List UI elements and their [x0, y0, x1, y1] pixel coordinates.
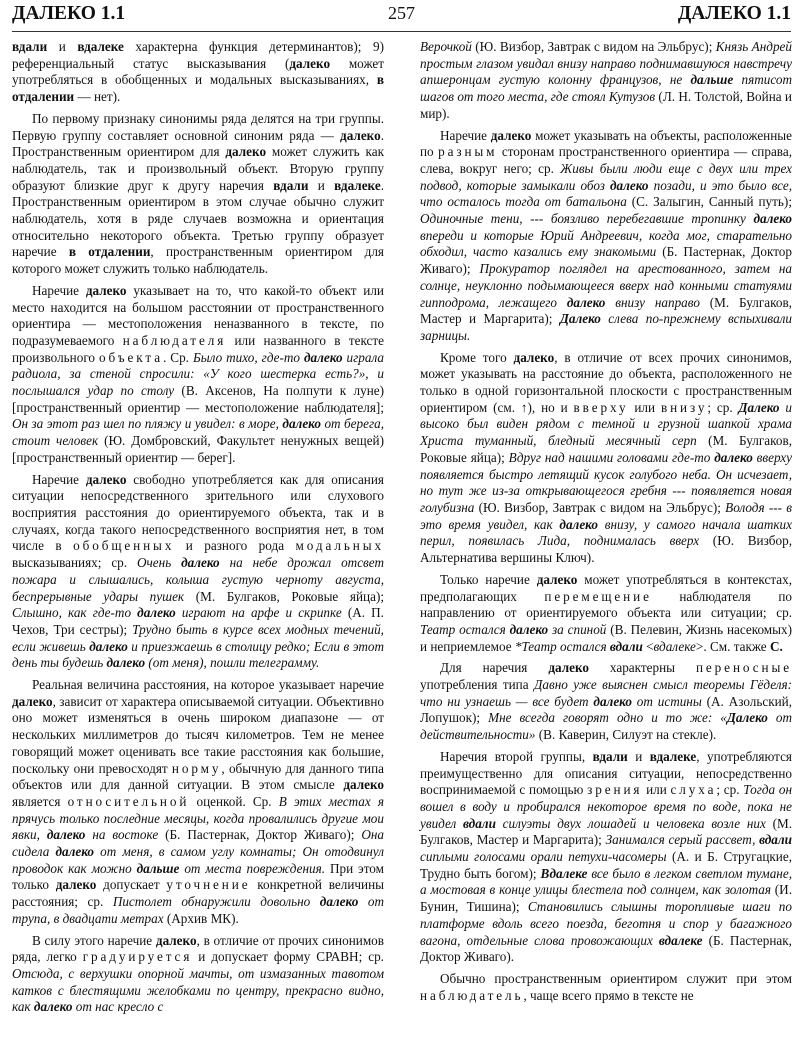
emphasis-run: далеко [714, 449, 753, 465]
text-run: допускает [96, 877, 167, 893]
page-number: 257 [388, 3, 415, 23]
text-run: Кроме того [440, 349, 514, 365]
emphasis-run: играют на арфе и скрипке [175, 605, 342, 621]
paragraph [12, 472, 384, 672]
text-run: и [47, 39, 78, 54]
emphasis-run: Слышно, как где-то [12, 605, 138, 621]
text-run: указывает на то, что какой-то объект или место находится на большом расстоянии от пространственного ориентира — местоположения неназванного в тексте, по подразумеваемого [12, 282, 384, 348]
paragraph [12, 111, 384, 278]
text-run: . Пространственным ориентиром для [12, 127, 384, 160]
text-run: (В. Аксенов, На полпути к луне) [пространственный ориентир — местоположение наблюдателя]; [12, 383, 384, 415]
emphasis-run: В этих местах я прячусь только последние месяцы, когда провалились другие мои явки, [12, 793, 384, 843]
spaced-term: уточнение [166, 877, 251, 893]
emphasis-run: Пистолет обнаружили довольно [112, 894, 320, 910]
emphasis-run: Далеко [726, 710, 768, 726]
emphasis-run: от берега, стоит человек [12, 416, 385, 449]
text-run: (Б. Пастернак, Доктор Живаго). [420, 932, 792, 965]
emphasis-run: вдали [12, 39, 48, 54]
emphasis-run: (от меня), пошли телеграмму. [145, 655, 320, 671]
paragraph [420, 350, 792, 567]
emphasis-run: сиплыми голосами орали петухи-часомеры [420, 849, 667, 865]
text-run: (И. Бунин, Тишина); [420, 882, 792, 915]
emphasis-run: от меня, в самом углу комнаты; Он отодвинул проводок как можно [12, 844, 384, 876]
spaced-term: относительной [67, 793, 190, 809]
paragraph [12, 933, 384, 1017]
text-run: (М. Булгаков, Мастер и Маргарита); [420, 294, 792, 327]
text-run: высказываниях; ср. [12, 555, 137, 571]
emphasis-run: от истины [631, 693, 702, 709]
emphasis-run: Очень [136, 555, 182, 571]
emphasis-run: вдалеке [658, 932, 703, 948]
right-column [420, 39, 792, 1004]
text-run: Наречие [32, 282, 86, 298]
emphasis-run: далеко [155, 932, 197, 948]
emphasis-run: вдали [273, 177, 309, 193]
text-run: (Ю. Визбор, Альтернатива вершины Ключ). [420, 533, 793, 566]
text-run: В силу этого наречие [32, 932, 156, 948]
emphasis-run: Володя --- в это время увидел, как [420, 499, 792, 532]
text-run: , обычную для данного типа объектов или для данной ситуации. В этом смысле [12, 760, 384, 793]
emphasis-run: внизу, у самого начала шатких перил, появилась Лида, поднималась вверх [420, 516, 792, 549]
emphasis-run: Театр остался [420, 621, 510, 637]
spaced-term: объекта [98, 349, 163, 365]
emphasis-run: Тогда он вошел в воду и пробирался некоторое время по воде, пока не увидел [420, 782, 792, 831]
text-run: или [642, 782, 671, 798]
emphasis-run: за спиной [548, 621, 607, 637]
spaced-term: зрения [587, 782, 643, 798]
emphasis-run: С. [769, 638, 783, 654]
text-run: характерны [588, 660, 696, 676]
emphasis-run: Вдруг над нашими головами где-то [508, 449, 715, 465]
emphasis-run: Далеко [738, 399, 780, 415]
spaced-term: перемещение [544, 588, 652, 604]
text-run: . Ср. [162, 349, 193, 365]
emphasis-run: впереди и которые Юрий Андреевич, когда мог, старательно обходил, часто казались ему знакомыми [420, 227, 792, 260]
text-run: (М. Булгаков, Мастер и Маргарита); [420, 815, 792, 848]
text-run: Наречие [32, 471, 86, 487]
emphasis-run: вдали [592, 748, 628, 764]
emphasis-run: на небе дрожал отсвет пожара и слышались, колыша густую черноту августа, беспрерывные удары пушек [12, 555, 384, 604]
text-run: может употребляться в контекстах, предполагающих [420, 571, 792, 604]
text-run: При этом только [12, 860, 384, 893]
emphasis-run: вдалеке [653, 638, 696, 654]
emphasis-run: Он за этот раз шел по пляжу и увидел: в море, [12, 416, 283, 432]
text-run: (Ю. Домбровский, Факультет ненужных вещей) [пространственный ориентир — берег]. [12, 433, 385, 465]
text-run: (В. Пелевин, Жизнь насекомых) и неприемлемое [420, 621, 793, 654]
text-run: может служить как наблюдатель, так и произвольный объект. Вторую группу образуют близкие друг к другу наречия [12, 144, 384, 193]
header-left-title: ДАЛЕКО 1.1 [12, 3, 126, 24]
text-run: (Ю. Визбор, Завтрак с видом на Эльбрус); [474, 499, 726, 515]
emphasis-run: позади, и это было все, что осталось тогда от батальона [420, 177, 793, 210]
emphasis-run: Мне всегда говорят одно и то же: « [488, 710, 727, 726]
text-run: ; ср. [707, 399, 739, 415]
emphasis-run: вдалеке [649, 748, 697, 764]
emphasis-run: далеко [137, 605, 176, 621]
emphasis-run: далеко [593, 693, 632, 709]
paragraph [420, 971, 792, 1004]
text-run: сторонам пространственного ориентира — справа, слева, вокруг него; ср. [420, 144, 792, 176]
paragraph [420, 749, 792, 966]
text-run: свободно употребляется как для описания ситуации непосредственного зрительного или слухового восприятия расстояния до ориентируемого объекта, так и в случаях, когда такого непосредственного восприятия нет, в том числе в [12, 471, 384, 554]
text-run: >. См. также [695, 638, 770, 654]
emphasis-run: далеко [85, 471, 127, 487]
emphasis-run: далеко [106, 655, 146, 671]
text-run: (М. Булгаков, Роковые яйца); [184, 588, 385, 604]
text-run: или [628, 399, 661, 415]
spaced-term: наблюдатель [420, 987, 524, 1003]
emphasis-run: слева по-прежнему вспыхивали зарницы. [420, 311, 793, 343]
emphasis-run: Прокуратор поглядел на арестованного, затем на солнце, неуклонно подымающееся вверх над конными статуями гипподрома, лежащего [420, 261, 792, 310]
emphasis-run: далеко [282, 416, 321, 432]
emphasis-run: все было в легком светлом тумане, а мостовая в конце улицы блестела под солнцем, как золотая [420, 865, 792, 898]
emphasis-run: вдали [463, 815, 496, 831]
text-run: , чаще всего прямо в тексте не [523, 987, 694, 1003]
emphasis-run: далеко [33, 999, 73, 1015]
emphasis-run: Было тихо, где-то [192, 349, 305, 365]
emphasis-run: далеко [566, 294, 606, 310]
text-run: Только наречие [440, 571, 537, 587]
text-run: ; ср. [716, 782, 744, 798]
emphasis-run: вдали [759, 832, 793, 848]
emphasis-run: от действительности» [420, 710, 793, 743]
emphasis-run: далеко [181, 555, 220, 571]
emphasis-run: Она сидела [12, 827, 384, 860]
text-run: , в отличие от прочих синонимов ряда, легко [12, 932, 384, 965]
text-run: , зависит от характера описываемой ситуации. Объективно оно может изменяться в очень широком диапазоне — от нескольких миллиметров до тысяч километров. Тем не менее говорящий может оценивать все такие расстояния как большие, поскольку они превосходят [12, 693, 384, 776]
text-run: может употребляться в обобщенных и модальных высказываниях, [12, 55, 384, 88]
spaced-term: разным [438, 144, 498, 160]
emphasis-run: далеко [89, 638, 128, 654]
emphasis-run: далеко [304, 349, 343, 365]
text-run: Обычно пространственным ориентиром служит при этом [440, 970, 792, 986]
emphasis-run: далеко [559, 516, 598, 532]
spaced-term: слуха [670, 782, 717, 798]
emphasis-run: Отсюда, с верхушки опорной мачты, от измазанных тавотом катков с блестящими желобками по центру, прекрасно видно, как [12, 965, 384, 1015]
text-run: Наречия второй группы, [440, 748, 593, 764]
emphasis-run: на востоке [85, 827, 159, 843]
text-run: < [642, 638, 654, 654]
text-run: (С. Залыгин, Санный путь); [626, 194, 792, 210]
emphasis-run: пятисот шагов от того места, где стоял Кутузов [420, 72, 792, 105]
text-run: (А. и Б. Стругацкие, Трудно быть богом); [420, 849, 793, 881]
text-run: (А. Азольский, Лопушок); [420, 693, 793, 726]
text-run: Для наречия [440, 660, 549, 676]
spaced-term: переносные [695, 660, 792, 676]
paragraph [420, 572, 792, 656]
emphasis-run: Занимался серый рассвет, [605, 832, 760, 848]
emphasis-run: Трудно быть в курсе всех модных течений, если живешь [12, 621, 384, 654]
text-run: Наречие [440, 127, 491, 143]
text-run: и [308, 177, 335, 193]
paragraph [12, 283, 384, 467]
emphasis-run: далеко [46, 827, 86, 843]
left-column [12, 39, 384, 1016]
emphasis-run: в отдалении [12, 72, 384, 105]
emphasis-run: далеко [55, 877, 97, 893]
emphasis-run: Становились слышны торопливые шаги по платформе вдоль всего поезда, беготня и спор у багажного вагона, отдельные слова провожающих [420, 899, 792, 948]
text-run: (М. Булгаков, Роковые яйца); [420, 433, 792, 465]
emphasis-run: Живы были люди еще с двух или трех подвод, которые замыкали обоз [420, 160, 792, 193]
emphasis-run: *Театр остался [514, 638, 610, 654]
text-run: или названного в тексте произвольного [12, 332, 384, 365]
text-run: является [12, 793, 68, 809]
paragraph [420, 660, 792, 744]
text-run: , в отличие от всех прочих синонимов, может указывать на расстояние до объекта, расположенного не только в одной горизонтальной плоскости с пространственным ориентиром (см. ↑), но и [420, 349, 792, 415]
text-run: (А. П. Чехов, Три сестры); [12, 605, 384, 637]
header-right-title: ДАЛЕКО 1.1 [677, 3, 791, 24]
emphasis-run: Одиночные тени, --- боязливо перебегавшие тропинку [420, 211, 754, 227]
text-run: , употребляются преимущественно для описания ситуации, непосредственно воспринимаемой с помощью [420, 748, 792, 798]
text-run: (Б. Пастернак, Доктор Живаго); [420, 244, 792, 277]
text-run: Реальная величина расстояния, на которое указывает наречие [32, 677, 384, 693]
text-run: оценкой. Ср. [189, 793, 279, 809]
text-run: . Пространственным ориентиром в этом случае обычно служит наблюдатель, хотя в ряде случаев возможна и ориентация относительно некоторого объекта. Третью группу образует наречие [12, 177, 384, 260]
spaced-term: внизу [660, 399, 708, 415]
text-run: (В. Каверин, Силуэт на стекле). [535, 727, 717, 743]
emphasis-run: от места повреждения. [179, 860, 326, 876]
emphasis-run: далеко [753, 211, 792, 227]
paragraph [12, 677, 384, 928]
emphasis-run: далеко [225, 144, 267, 160]
spaced-term: модальных [295, 538, 384, 554]
text-run: и допускает форму СРАВН; ср. [192, 949, 384, 965]
spaced-term: наблюдателя [122, 332, 227, 348]
text-run: характерна функция детерминантов); 9) референциальный статус высказывания ( [12, 39, 384, 71]
emphasis-run: далеко [319, 894, 359, 910]
running-head [12, 3, 791, 32]
emphasis-run: далеко [12, 693, 53, 709]
emphasis-run: силуэты двух лошадей и человека возле них [495, 815, 766, 831]
emphasis-run: и приезжаешь в столицу редко; Если в этот день ты будешь [12, 638, 384, 671]
paragraph [420, 39, 792, 123]
emphasis-run: и высоко был виден рядом с темной и грузной шапкой храма Христа туманный, бледный месячный серп [420, 399, 792, 449]
emphasis-run: далеко [55, 844, 94, 860]
emphasis-run: Давно уже выяснен смысл теоремы Гёделя: что ни узнаешь — все будет [420, 677, 792, 709]
text-run: и разного рода [174, 538, 296, 554]
text-run: наблюдателя по направлению от ориентируемого объекта или ситуации; ср. [420, 588, 792, 621]
text-run: — нет). [74, 89, 121, 105]
spaced-term: градуируется [82, 949, 193, 965]
emphasis-run: далеко [536, 571, 578, 587]
text-run: употребления типа [420, 677, 534, 693]
spaced-term: обобщенных [73, 538, 175, 554]
emphasis-run: далеко [343, 777, 384, 793]
emphasis-run: Вдалеке [540, 865, 588, 881]
emphasis-run: далеко [548, 660, 589, 676]
emphasis-run: дальше [690, 72, 734, 88]
emphasis-run: далеко [289, 55, 331, 71]
text-run: , пространственным ориентиром для которого может служить только наблюдатель. [12, 244, 384, 277]
emphasis-run: далеко [85, 282, 127, 298]
emphasis-run: Князь Андрей простым глазом увидал внизу направо поднимавшуюся навстречу апшеронцам густую колонну французов, не [420, 39, 792, 88]
text-run: (Л. Н. Толстой, Война и мир). [420, 89, 792, 121]
emphasis-run: вдали [609, 638, 643, 654]
emphasis-run: далеко [490, 127, 532, 143]
emphasis-run: от нас кресло с [72, 999, 164, 1015]
text-run: конкретной величины расстояния; ср. [12, 877, 384, 910]
emphasis-run: от трупа, в двадцати метрах [12, 894, 384, 926]
emphasis-run: вверху появляется быстро летящий кусок голубого неба. Он исчезает, но тут же из-за открывающегося гребня --- появляется новая голубизна [420, 449, 792, 515]
spaced-term: норму [171, 760, 222, 776]
paragraph [420, 128, 792, 345]
emphasis-run: далеко [340, 127, 381, 143]
text-run: (Ю. Визбор, Завтрак с видом на Эльбрус); [471, 39, 716, 54]
spaced-term: вверху [573, 399, 629, 415]
emphasis-run: далеко [509, 621, 549, 637]
text-run: (Архив МК). [163, 910, 239, 926]
emphasis-run: в отдалении [68, 244, 151, 260]
text-run: может указывать на объекты, расположенные по [420, 127, 792, 160]
emphasis-run: играла радиола, за стеной спросили: «У кого шестерка есть?», и послышался удар по столу [12, 349, 384, 399]
emphasis-run: вдалеке [77, 39, 124, 54]
emphasis-run: внизу направо [605, 294, 700, 310]
emphasis-run: Верочкой [420, 39, 472, 54]
emphasis-run: дальше [136, 860, 180, 876]
emphasis-run: вдалеке [334, 177, 381, 193]
emphasis-run: Далеко [559, 311, 601, 327]
paragraph [12, 39, 384, 106]
text-run: (Б. Пастернак, Доктор Живаго); [158, 827, 362, 843]
text-run: По первому признаку синонимы ряда делятся на три группы. Первую группу составляет основной синоним ряда — [12, 110, 384, 143]
text-run: и [627, 748, 650, 764]
emphasis-run: далеко [513, 349, 555, 365]
emphasis-run: далеко [609, 177, 649, 193]
